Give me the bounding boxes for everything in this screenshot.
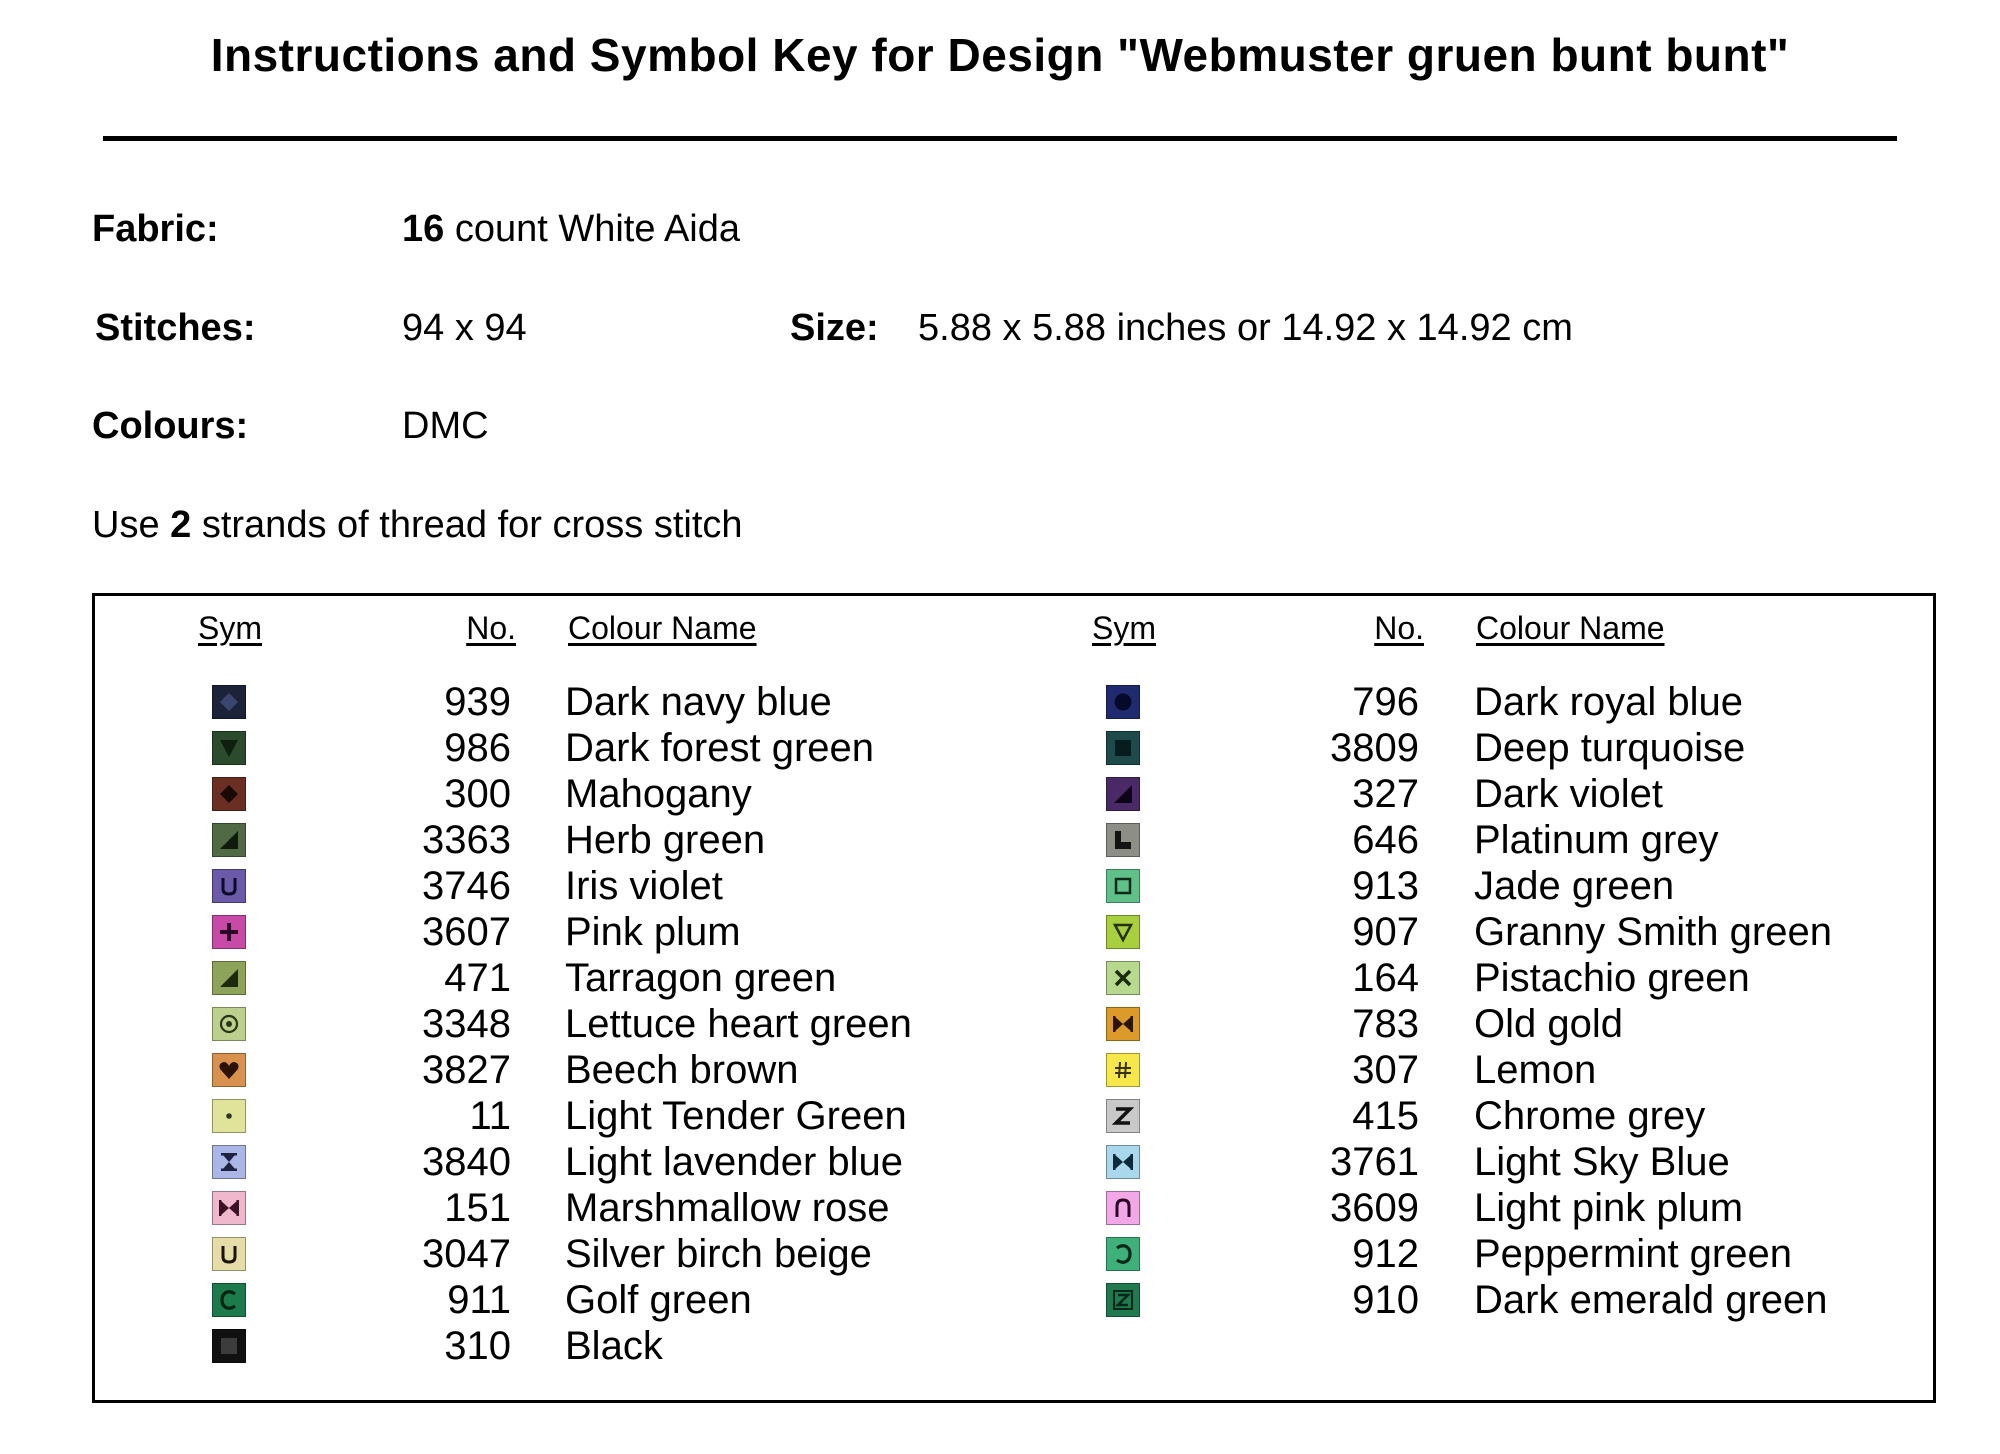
key-row: [212, 863, 995, 909]
key-row: [1106, 1093, 1925, 1139]
dmc-number: 3607: [422, 910, 511, 954]
dmc-number: 939: [444, 680, 511, 724]
colour-name: Light Sky Blue: [1474, 1140, 1730, 1184]
square-outline-icon: [1106, 869, 1140, 903]
dmc-number: 11: [469, 1094, 511, 1138]
n-shape-icon: [1106, 1191, 1140, 1225]
key-row: [212, 1001, 995, 1047]
l-shape-icon: [1106, 823, 1140, 857]
z-box-icon: [1106, 1283, 1140, 1317]
circle-dot-icon: [212, 1007, 246, 1041]
circle-icon: [1106, 685, 1140, 719]
header-name-right: Colour Name: [1476, 610, 1665, 646]
dmc-number: 3047: [422, 1232, 511, 1276]
dmc-number: 151: [444, 1186, 511, 1230]
diamond-icon: [212, 685, 246, 719]
fabric-label: Fabric:: [92, 208, 219, 250]
diamond-icon: [212, 777, 246, 811]
dot-icon: [212, 1099, 246, 1133]
dmc-number: 3348: [422, 1002, 511, 1046]
colour-name: Iris violet: [565, 864, 723, 908]
key-row: [212, 1139, 995, 1185]
colour-name: Lettuce heart green: [565, 1002, 912, 1046]
u-shape-icon: [212, 1237, 246, 1271]
key-row: [1106, 909, 1925, 955]
colour-name: Dark navy blue: [565, 680, 832, 724]
key-row: [212, 1047, 995, 1093]
key-row: [1106, 725, 1925, 771]
dmc-number: 3363: [422, 818, 511, 862]
header-sym-right: Sym: [1092, 610, 1156, 646]
colour-name: Golf green: [565, 1278, 752, 1322]
colour-name: Light pink plum: [1474, 1186, 1744, 1230]
fabric-value: [402, 208, 740, 251]
key-row: [1106, 1277, 1925, 1323]
dmc-number: 910: [1352, 1278, 1419, 1322]
plus-icon: [212, 915, 246, 949]
dmc-number: 310: [444, 1324, 511, 1368]
dmc-number: 646: [1352, 818, 1419, 862]
colour-name: Mahogany: [565, 772, 752, 816]
symbol-key-table: [92, 593, 1936, 1403]
key-row: [1106, 1001, 1925, 1047]
key-row: [1106, 817, 1925, 863]
colour-name: Lemon: [1474, 1048, 1597, 1092]
dmc-number: 3840: [422, 1140, 511, 1184]
colour-name: Light lavender blue: [565, 1140, 904, 1184]
reverse-c-icon: [1106, 1237, 1140, 1271]
key-row: [212, 679, 995, 725]
key-row: [212, 817, 995, 863]
colours-label: Colours:: [92, 405, 249, 447]
dmc-number: 796: [1352, 680, 1419, 724]
z-icon: [1106, 1099, 1140, 1133]
dmc-number: 907: [1352, 910, 1419, 954]
size-value: 5.88 x 5.88 inches or 14.92 x 14.92 cm: [918, 307, 1573, 349]
bowtie-icon: [212, 1191, 246, 1225]
corner-triangle-icon: [1106, 777, 1140, 811]
dmc-number: 3827: [422, 1048, 511, 1092]
dmc-number: 471: [444, 956, 511, 1000]
stitches-label: Stitches:: [95, 307, 256, 349]
colour-name: Silver birch beige: [565, 1232, 872, 1276]
colour-name: Herb green: [565, 818, 766, 862]
stitches-value: 94 x 94: [402, 307, 527, 349]
dmc-number: 3746: [422, 864, 511, 908]
key-row: [1106, 679, 1925, 725]
strands-count: 2: [170, 504, 192, 546]
page-title: Instructions and Symbol Key for Design "Webmuster gruen bunt bunt": [210, 29, 1790, 81]
key-row: [1106, 1185, 1925, 1231]
key-row: [212, 1093, 995, 1139]
key-row: [212, 1323, 995, 1369]
key-row: [1106, 1139, 1925, 1185]
key-row: [1106, 1047, 1925, 1093]
dmc-number: 164: [1352, 956, 1419, 1000]
key-row: [1106, 771, 1925, 817]
bowtie-icon: [1106, 1007, 1140, 1041]
header-sym-left: Sym: [198, 610, 262, 646]
fabric-count: 16: [402, 208, 445, 250]
strands-post: strands of thread for cross stitch: [191, 504, 743, 546]
colour-name: Pistachio green: [1474, 956, 1750, 1000]
colour-name: Dark forest green: [565, 726, 875, 770]
key-row: [1106, 955, 1925, 1001]
key-row: [212, 1277, 995, 1323]
strands-instruction: [92, 504, 743, 547]
header-name-left: Colour Name: [568, 610, 757, 646]
dmc-number: 911: [447, 1278, 511, 1322]
header-no-right: No.: [1374, 610, 1424, 646]
dmc-number: 3609: [1330, 1186, 1419, 1230]
triangle-down-icon: [212, 731, 246, 765]
colour-name: Dark royal blue: [1474, 680, 1744, 724]
colour-name: Deep turquoise: [1474, 726, 1746, 770]
dmc-number: 307: [1352, 1048, 1419, 1092]
key-row: [212, 1185, 995, 1231]
title-divider: [103, 136, 1897, 141]
colours-value: DMC: [402, 405, 489, 447]
dmc-number: 327: [1352, 772, 1419, 816]
u-shape-icon: [212, 869, 246, 903]
key-row: [212, 771, 995, 817]
dmc-number: 415: [1352, 1094, 1419, 1138]
colour-name: Granny Smith green: [1474, 910, 1832, 954]
dmc-number: 300: [444, 772, 511, 816]
key-row: [212, 955, 995, 1001]
triangle-down-outline-icon: [1106, 915, 1140, 949]
corner-triangle-icon: [212, 823, 246, 857]
colour-name: Beech brown: [565, 1048, 799, 1092]
bowtie-icon: [1106, 1145, 1140, 1179]
colour-name: Pink plum: [565, 910, 741, 954]
colour-name: Marshmallow rose: [565, 1186, 890, 1230]
key-row: [1106, 1231, 1925, 1277]
strands-pre: Use: [92, 504, 171, 546]
key-row: [1106, 863, 1925, 909]
corner-triangle-icon: [212, 961, 246, 995]
dmc-number: 783: [1352, 1002, 1419, 1046]
square-icon: [212, 1329, 246, 1363]
colour-name: Black: [565, 1324, 663, 1368]
colour-name: Chrome grey: [1474, 1094, 1706, 1138]
colour-name: Dark emerald green: [1474, 1278, 1828, 1322]
dmc-number: 3809: [1330, 726, 1419, 770]
colour-name: Peppermint green: [1474, 1232, 1792, 1276]
key-row: [212, 909, 995, 955]
dmc-number: 912: [1352, 1232, 1419, 1276]
dmc-number: 986: [444, 726, 511, 770]
hash-icon: [1106, 1053, 1140, 1087]
colour-name: Dark violet: [1474, 772, 1663, 816]
colour-name: Old gold: [1474, 1002, 1623, 1046]
x-icon: [1106, 961, 1140, 995]
size-label: Size:: [790, 307, 879, 349]
dmc-number: 3761: [1330, 1140, 1419, 1184]
header-no-left: No.: [466, 610, 516, 646]
key-row: [212, 1231, 995, 1277]
fabric-type: count White Aida: [444, 208, 741, 250]
colour-name: Tarragon green: [565, 956, 837, 1000]
key-row: [212, 725, 995, 771]
heart-icon: [212, 1053, 246, 1087]
colour-name: Platinum grey: [1474, 818, 1719, 862]
hourglass-icon: [212, 1145, 246, 1179]
dmc-number: 913: [1352, 864, 1419, 908]
colour-name: Jade green: [1474, 864, 1675, 908]
c-shape-icon: [212, 1283, 246, 1317]
square-icon: [1106, 731, 1140, 765]
colour-name: Light Tender Green: [565, 1094, 907, 1138]
